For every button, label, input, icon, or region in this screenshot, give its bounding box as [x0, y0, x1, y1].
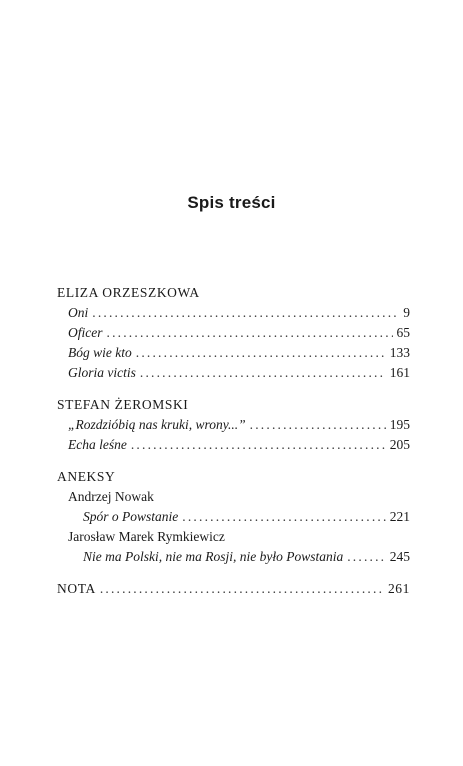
- entry-page: 65: [396, 325, 410, 340]
- entry-page: 245: [389, 549, 410, 564]
- dot-leader: [347, 547, 386, 567]
- entry-title: Nie ma Polski, nie ma Rosji, nie było Powstania: [83, 549, 344, 564]
- dot-leader: [100, 579, 384, 599]
- dot-leader: [92, 303, 399, 323]
- entry-title: Oni: [68, 305, 89, 320]
- page-title: Spis treści: [187, 193, 276, 212]
- toc-entry: [57, 343, 410, 363]
- section-heading: ELIZA ORZESZKOWA: [57, 285, 200, 300]
- entry-title: Gloria victis: [68, 365, 136, 380]
- entry-title: Spór o Powstanie: [83, 509, 179, 524]
- toc-entry: [57, 323, 410, 343]
- toc-entry-nota: [57, 579, 410, 599]
- entry-title: Echa leśne: [68, 437, 127, 452]
- dot-leader: [136, 343, 386, 363]
- section-aneksy: [57, 467, 410, 567]
- toc-entry: [57, 363, 410, 383]
- dot-leader: [131, 435, 386, 455]
- section-heading: ANEKSY: [57, 469, 116, 484]
- section-heading: STEFAN ŻEROMSKI: [57, 397, 189, 412]
- author-name: Andrzej Nowak: [68, 489, 154, 504]
- dot-leader: [182, 507, 385, 527]
- table-of-contents: [57, 283, 410, 599]
- toc-entry: [57, 415, 410, 435]
- entry-page: 205: [389, 437, 410, 452]
- toc-entry: [57, 303, 410, 323]
- toc-entry: [57, 507, 410, 527]
- section-orzeszkowa: [57, 283, 410, 383]
- section-zeromski: [57, 395, 410, 455]
- entry-title: Bóg wie kto: [68, 345, 132, 360]
- entry-title: NOTA: [57, 581, 96, 596]
- entry-title: „Rozdzióbią nas kruki, wrony...”: [68, 417, 246, 432]
- entry-page: 195: [389, 417, 410, 432]
- entry-page: 133: [389, 345, 410, 360]
- toc-entry: [57, 547, 410, 567]
- toc-entry: [57, 435, 410, 455]
- entry-page: 221: [389, 509, 410, 524]
- dot-leader: [140, 363, 386, 383]
- author-name: Jarosław Marek Rymkiewicz: [68, 529, 225, 544]
- entry-page: 9: [403, 305, 410, 320]
- entry-page: 161: [389, 365, 410, 380]
- dot-leader: [250, 415, 386, 435]
- entry-title: Oficer: [68, 325, 103, 340]
- dot-leader: [107, 323, 393, 343]
- entry-page: 261: [387, 581, 410, 596]
